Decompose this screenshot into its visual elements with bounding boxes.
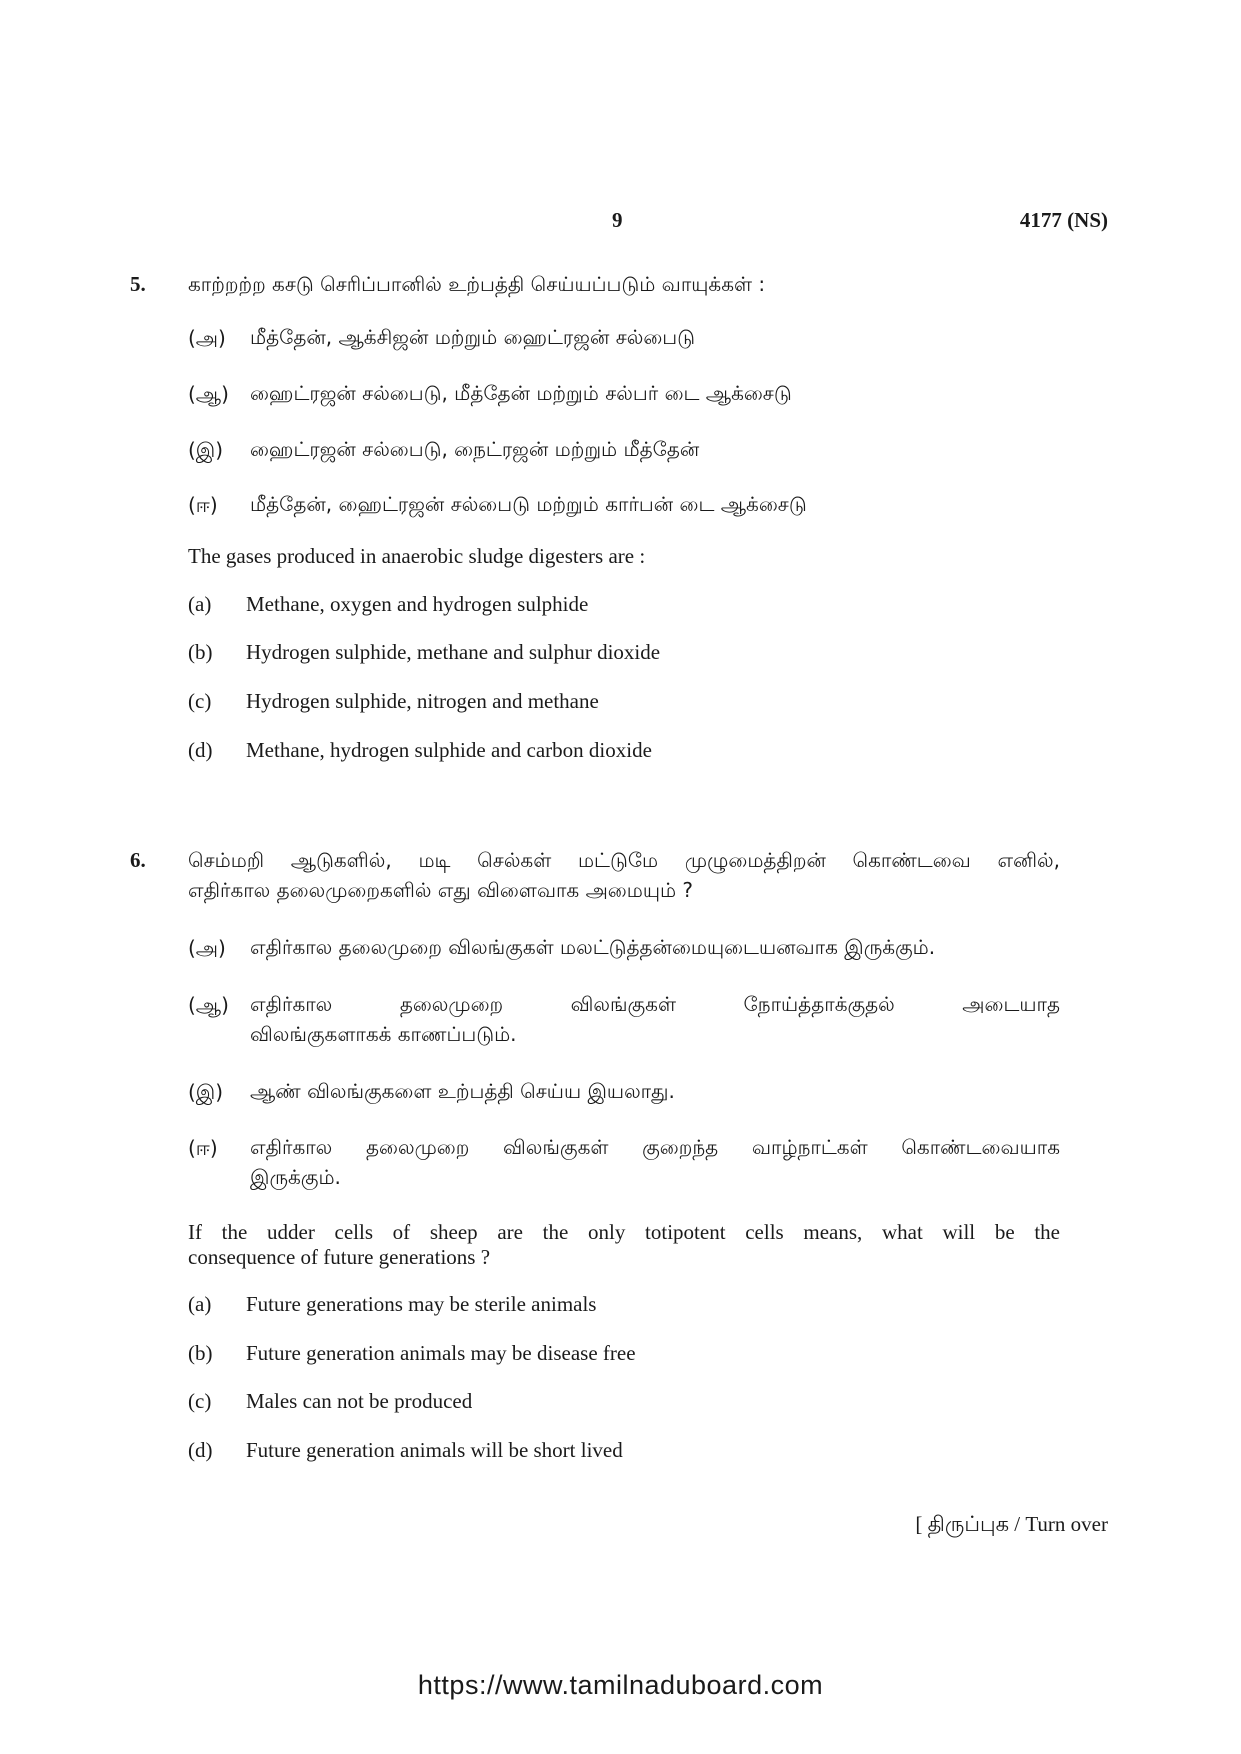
question-number: 6. bbox=[130, 848, 146, 872]
page-header bbox=[0, 208, 1241, 238]
question-6 bbox=[130, 848, 1060, 1468]
option-label: (d) bbox=[188, 1438, 213, 1462]
page-number: 9 bbox=[612, 208, 623, 232]
option-label: (ஈ) bbox=[188, 1136, 218, 1160]
option-text: Males can not be produced bbox=[246, 1389, 473, 1413]
option-text: Future generation animals will be short lived bbox=[246, 1438, 623, 1462]
option-label: (அ) bbox=[188, 936, 226, 960]
english-question-text: consequence of future generations ? bbox=[188, 1245, 491, 1269]
option-label: (ஆ) bbox=[188, 993, 229, 1017]
question-number: 5. bbox=[130, 272, 146, 296]
tamil-question-line bbox=[188, 848, 1060, 875]
option-text: எதிர்கால தலைமுறை விலங்குகள் நோய்த்தாக்குதல் அடையாத bbox=[250, 992, 1060, 1016]
english-question-text: If the udder cells of sheep are the only totipotent cells means, what will be the bbox=[188, 1220, 1060, 1244]
option-text: எதிர்கால தலைமுறை விலங்குகள் குறைந்த வாழ்நாட்கள் கொண்டவையாக bbox=[250, 1135, 1060, 1159]
option-label: (அ) bbox=[188, 326, 226, 350]
question-body bbox=[188, 848, 1060, 1468]
option-text-continued: விலங்குகளாகக் காணப்படும். bbox=[250, 1022, 517, 1046]
option-text: Future generations may be sterile animals bbox=[246, 1292, 597, 1316]
option-label: (ஆ) bbox=[188, 382, 229, 406]
option-text: எதிர்கால தலைமுறை விலங்குகள் மலட்டுத்தன்மையுடையனவாக இருக்கும். bbox=[250, 935, 936, 959]
option-text: ஆண் விலங்குகளை உற்பத்தி செய்ய இயலாது. bbox=[250, 1079, 675, 1103]
option-text: மீத்தேன், ஆக்சிஜன் மற்றும் ஹைட்ரஜன் சல்பைடு bbox=[250, 325, 696, 349]
option-label: (ஈ) bbox=[188, 493, 218, 517]
turn-over-note: [ திருப்புக / Turn over bbox=[915, 1512, 1108, 1536]
paper-code: 4177 (NS) bbox=[1019, 208, 1108, 232]
english-question-text: The gases produced in anaerobic sludge digesters are : bbox=[188, 544, 646, 568]
option-label: (b) bbox=[188, 1341, 213, 1365]
option-text: Hydrogen sulphide, methane and sulphur dioxide bbox=[246, 640, 661, 664]
tamil-question-text: காற்றற்ற கசடு செரிப்பானில் உற்பத்தி செய்யப்படும் வாயுக்கள் : bbox=[188, 272, 766, 296]
tamil-question-text: எதிர்கால தலைமுறைகளில் எது விளைவாக அமையும் ? bbox=[188, 878, 694, 902]
option-text: Methane, oxygen and hydrogen sulphide bbox=[246, 592, 589, 616]
tamil-question-text: செம்மறி ஆடுகளில், மடி செல்கள் மட்டுமே முழுமைத்திறன் கொண்டவை எனில், bbox=[188, 848, 1060, 872]
option-text: Hydrogen sulphide, nitrogen and methane bbox=[246, 689, 599, 713]
option-label: (a) bbox=[188, 592, 212, 616]
option-label: (a) bbox=[188, 1292, 212, 1316]
option-text: ஹைட்ரஜன் சல்பைடு, நைட்ரஜன் மற்றும் மீத்தேன் bbox=[250, 437, 700, 461]
english-question-line bbox=[188, 1220, 1060, 1245]
option-text: மீத்தேன், ஹைட்ரஜன் சல்பைடு மற்றும் கார்பன் டை ஆக்சைடு bbox=[250, 492, 807, 516]
option-label: (c) bbox=[188, 689, 212, 713]
question-5 bbox=[130, 272, 1060, 772]
option-text: ஹைட்ரஜன் சல்பைடு, மீத்தேன் மற்றும் சல்பர் டை ஆக்சைடு bbox=[250, 381, 792, 405]
option-text-continued: இருக்கும். bbox=[250, 1165, 341, 1189]
option-label: (c) bbox=[188, 1389, 212, 1413]
option-label: (இ) bbox=[188, 1080, 224, 1104]
option-label: (b) bbox=[188, 640, 213, 664]
footer-url[interactable]: https://www.tamilnaduboard.com bbox=[417, 1670, 824, 1700]
option-label: (d) bbox=[188, 738, 213, 762]
option-text: Methane, hydrogen sulphide and carbon dioxide bbox=[246, 738, 652, 762]
option-label: (இ) bbox=[188, 438, 224, 462]
option-text: Future generation animals may be disease free bbox=[246, 1341, 636, 1365]
question-body bbox=[188, 272, 1060, 772]
